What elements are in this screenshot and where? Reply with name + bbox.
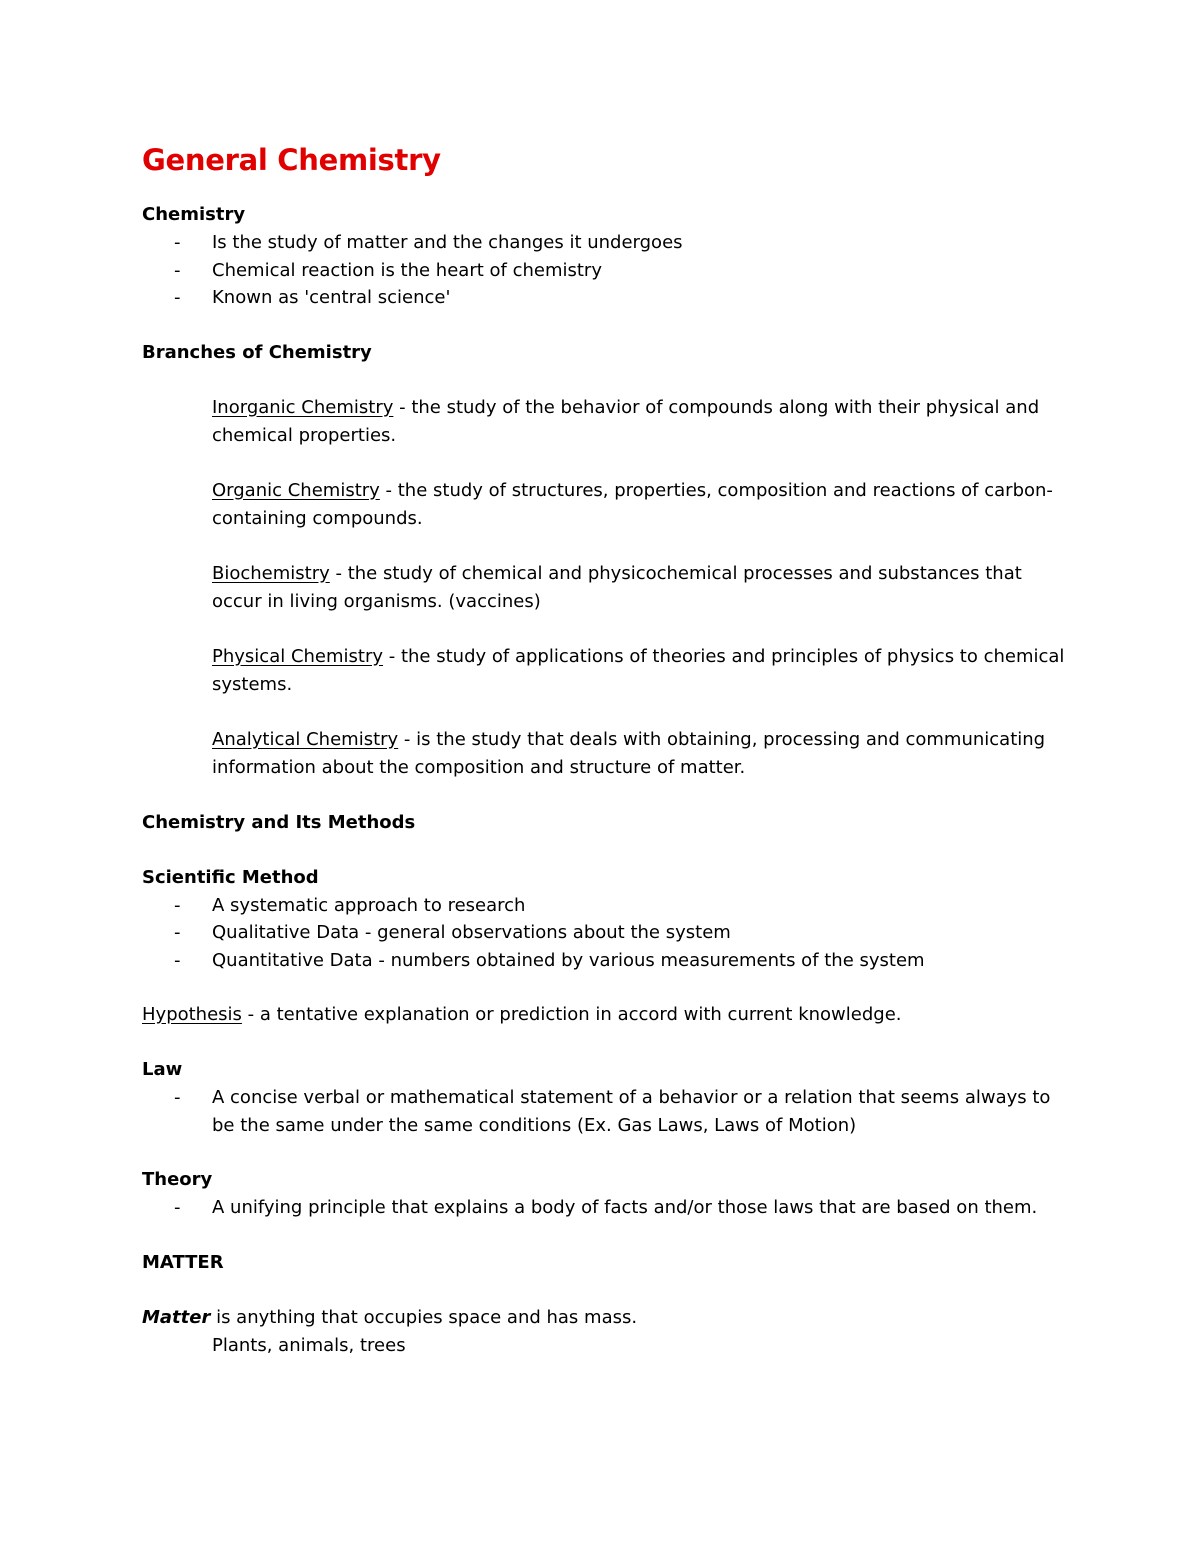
branches-heading: Branches of Chemistry (142, 341, 372, 363)
hypothesis-term: Hypothesis (142, 1004, 242, 1025)
branch-desc: - is the study that deals with obtaining, processing and communicating information about the composition and structure of matter. (212, 728, 1046, 778)
list-item (142, 229, 1072, 257)
matter-desc: is anything that occupies space and has mass. (210, 1306, 638, 1328)
list-item (142, 919, 1072, 947)
dash-bullet: - (174, 1197, 181, 1218)
hypothesis-desc: - a tentative explanation or prediction in accord with current knowledge. (241, 1004, 902, 1025)
list-item (142, 284, 1072, 312)
list-item-text: A concise verbal or mathematical statement of a behavior or a relation that seems always to be the same under the same conditions (Ex. Gas Laws, Laws of Motion) (212, 1087, 1051, 1136)
dash-bullet: - (174, 259, 181, 281)
dash-bullet: - (174, 287, 181, 308)
document-title: General Chemistry (142, 143, 441, 177)
matter-term: Matter (142, 1306, 211, 1328)
list-item-text: A unifying principle that explains a body of facts and/or those laws that are based on them. (212, 1197, 1038, 1218)
chemistry-list (142, 229, 1072, 312)
hypothesis-definition (142, 1001, 1072, 1029)
branch-term: Biochemistry (212, 562, 330, 584)
list-item-text: Quantitative Data - numbers obtained by various measurements of the system (212, 949, 925, 971)
dash-bullet: - (174, 922, 181, 943)
branch-desc: - the study of structures, properties, composition and reactions of carbon-containing compounds. (212, 479, 1053, 529)
dash-bullet: - (174, 949, 181, 971)
branch-inorganic (142, 394, 1072, 450)
list-item (142, 1194, 1072, 1222)
dash-bullet: - (174, 232, 181, 253)
law-heading: Law (142, 1059, 183, 1080)
branch-physical (142, 643, 1072, 699)
document-page (142, 140, 1072, 1360)
matter-examples: Plants, animals, trees (212, 1334, 406, 1356)
methods-heading: Chemistry and Its Methods (142, 811, 416, 833)
branch-organic (142, 477, 1072, 533)
branch-desc: - the study of chemical and physicochemical processes and substances that occur in living organisms. (vaccines) (212, 562, 1022, 612)
branch-desc: - the study of applications of theories and principles of physics to chemical systems. (212, 645, 1065, 695)
matter-heading: MATTER (142, 1251, 224, 1273)
branch-term: Analytical Chemistry (212, 728, 399, 750)
theory-heading: Theory (142, 1169, 213, 1190)
scientific-method-list (142, 892, 1072, 975)
list-item (142, 892, 1072, 920)
dash-bullet: - (174, 894, 181, 916)
scientific-method-heading: Scientific Method (142, 866, 319, 888)
list-item-text: Qualitative Data - general observations about the system (212, 922, 731, 943)
theory-list (142, 1194, 1072, 1222)
list-item-text: Chemical reaction is the heart of chemistry (212, 259, 602, 281)
branch-desc: - the study of the behavior of compounds along with their physical and chemical properties. (212, 396, 1040, 446)
list-item-text: A systematic approach to research (212, 894, 526, 916)
list-item (142, 257, 1072, 285)
law-list (142, 1084, 1072, 1139)
list-item-text: Known as 'central science' (212, 287, 451, 308)
branch-term: Organic Chemistry (212, 479, 380, 501)
branch-analytical (142, 726, 1072, 782)
chemistry-heading: Chemistry (142, 204, 246, 225)
matter-definition (142, 1304, 1072, 1332)
dash-bullet: - (174, 1087, 181, 1108)
branch-term: Physical Chemistry (212, 645, 384, 667)
branch-term: Inorganic Chemistry (212, 396, 394, 418)
list-item (142, 947, 1072, 975)
list-item-text: Is the study of matter and the changes it undergoes (212, 232, 683, 253)
list-item (142, 1084, 1072, 1139)
branch-biochemistry (142, 560, 1072, 616)
